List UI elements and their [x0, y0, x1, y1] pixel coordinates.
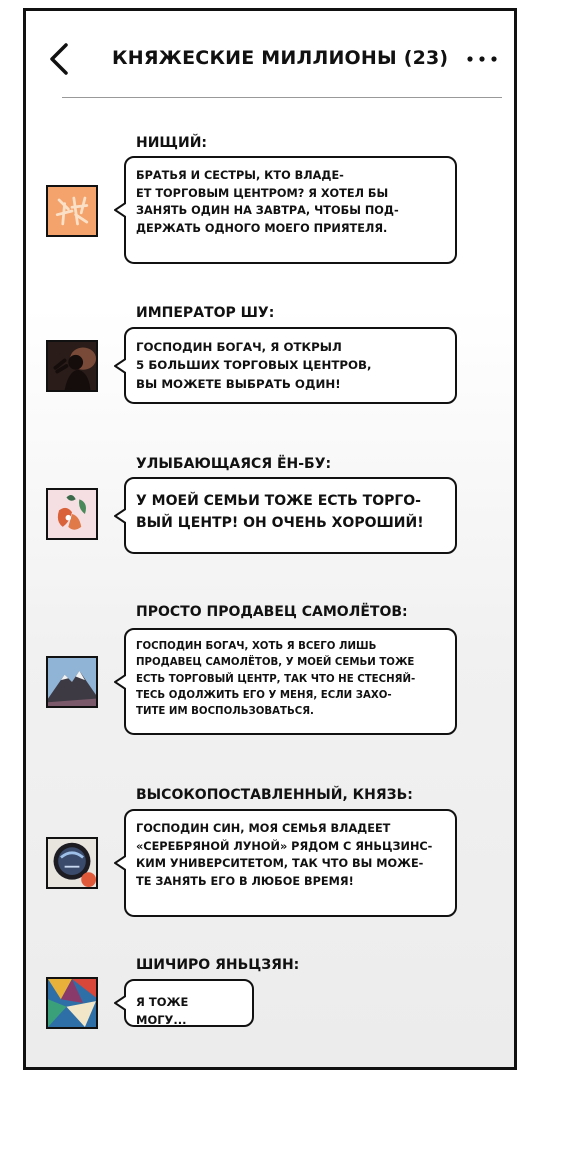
message-bubble[interactable] — [124, 628, 457, 735]
more-options-button[interactable] — [464, 47, 500, 71]
more-dots-icon — [464, 47, 500, 71]
message-text: ГОСПОДИН СИН, МОЯ СЕМЬЯ ВЛАДЕЕТ «СЕРЕБРЯНОЙ ЛУНОЙ» РЯДОМ С ЯНЬЦЗИНС- КИМ УНИВЕРСИТЕТОМ, ТАК ЧТО ВЫ МОЖЕ- ТЕ ЗАНЯТЬ ЕГО В ЛЮБОЕ ВРЕМЯ! — [136, 822, 433, 888]
silhouette-avatar — [48, 342, 96, 390]
message-text: Я ТОЖЕ МОГУ... — [136, 995, 189, 1027]
message-text: У МОЕЙ СЕМЬИ ТОЖЕ ЕСТЬ ТОРГО- ВЫЙ ЦЕНТР! ОН ОЧЕНЬ ХОРОШИЙ! — [136, 493, 424, 531]
abstract-art-avatar — [48, 979, 96, 1027]
chat-header — [26, 11, 514, 99]
avatar[interactable] — [46, 656, 98, 708]
message-text: ГОСПОДИН БОГАЧ, Я ОТКРЫЛ 5 БОЛЬШИХ ТОРГОВЫХ ЦЕНТРОВ, ВЫ МОЖЕТЕ ВЫБРАТЬ ОДИН! — [136, 340, 372, 391]
money-glyph-avatar — [48, 187, 96, 235]
mountain-avatar — [48, 658, 96, 706]
avatar[interactable] — [46, 185, 98, 237]
sender-name: ИМПЕРАТОР ШУ: — [136, 305, 275, 321]
bubble-tail — [114, 674, 126, 690]
message-text: ГОСПОДИН БОГАЧ, ХОТЬ Я ВСЕГО ЛИШЬ ПРОДАВЕЦ САМОЛЁТОВ, У МОЕЙ СЕМЬИ ТОЖЕ ЕСТЬ ТОРГОВЫЙ ЦЕНТР, ТАК ЧТО НЕ СТЕСНЯЙ- ТЕСЬ ОДОЛЖИТЬ ЕГО У МЕНЯ, ЕСЛИ ЗАХО- ТИТЕ ИМ ВОСПОЛЬЗОВАТЬСЯ. — [136, 641, 416, 718]
chevron-left-icon — [44, 41, 74, 77]
avatar[interactable] — [46, 340, 98, 392]
sender-name: УЛЫБАЮЩАЯСЯ ЁН-БУ: — [136, 456, 332, 472]
sender-name: НИЩИЙ: — [136, 135, 208, 151]
message-bubble[interactable] — [124, 156, 457, 264]
bubble-tail — [114, 855, 126, 871]
bubble-tail — [114, 358, 126, 374]
floral-art-avatar — [48, 490, 96, 538]
message-bubble[interactable] — [124, 979, 254, 1027]
avatar[interactable] — [46, 977, 98, 1029]
avatar[interactable] — [46, 837, 98, 889]
header-divider — [62, 97, 502, 98]
sender-name: ПРОСТО ПРОДАВЕЦ САМОЛЁТОВ: — [136, 604, 408, 620]
bubble-tail — [114, 995, 126, 1011]
chat-screen — [23, 8, 517, 1070]
sunglasses-avatar — [48, 839, 96, 887]
bubble-tail — [114, 508, 126, 524]
message-bubble[interactable] — [124, 477, 457, 554]
avatar[interactable] — [46, 488, 98, 540]
bubble-tail — [114, 202, 126, 218]
sender-name: ВЫСОКОПОСТАВЛЕННЫЙ, КНЯЗЬ: — [136, 787, 413, 803]
sender-name: ШИЧИРО ЯНЬЦЗЯН: — [136, 957, 300, 973]
message-bubble[interactable] — [124, 809, 457, 917]
message-bubble[interactable] — [124, 327, 457, 404]
back-button[interactable] — [44, 41, 74, 77]
chat-title: КНЯЖЕСКИЕ МИЛЛИОНЫ (23) — [112, 47, 449, 69]
message-text: БРАТЬЯ И СЕСТРЫ, КТО ВЛАДЕ- ЕТ ТОРГОВЫМ ЦЕНТРОМ? Я ХОТЕЛ БЫ ЗАНЯТЬ ОДИН НА ЗАВТРА, ЧТОБЫ ПОД- ДЕРЖАТЬ ОДНОГО МОЕГО ПРИЯТЕЛЯ. — [136, 169, 399, 235]
